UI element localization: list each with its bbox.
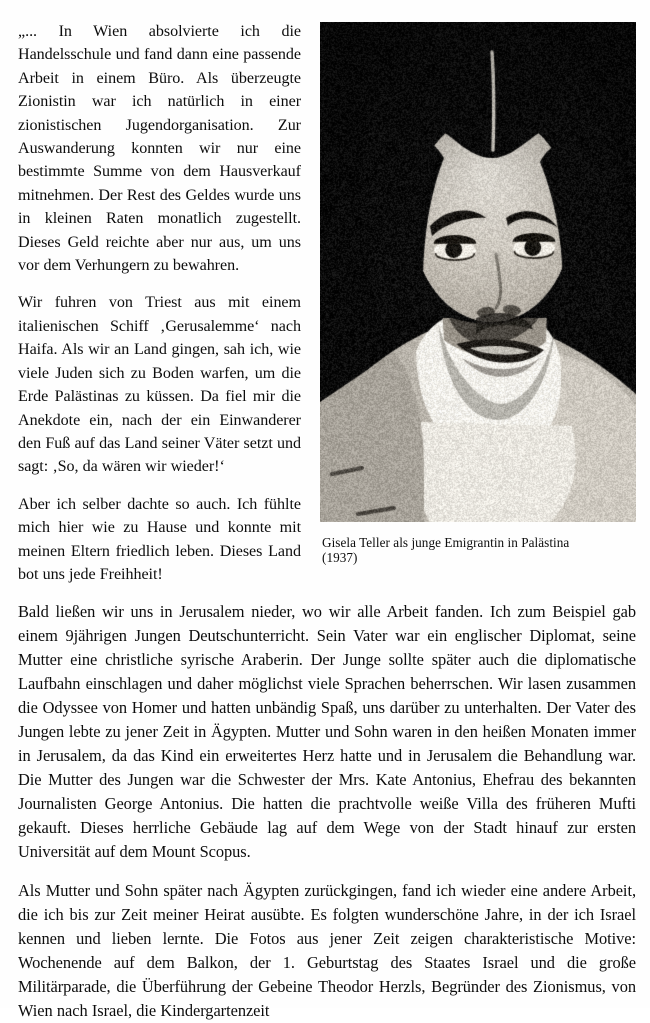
photograph	[320, 22, 636, 522]
left-text-column	[18, 20, 301, 586]
body-text-section	[18, 600, 636, 1023]
paragraph-3: Aber ich selber dachte so auch. Ich fühlte mich hier wie zu Hause und konnte mit meinen Eltern friedlich leben. Dieses Land bot uns jede Freihheit!	[18, 495, 301, 583]
paragraph-1: „... In Wien absolvierte ich die Handelsschule und fand dann eine passende Arbeit in einem Büro. Als überzeugte Zionistin war ich natürlich in einer zionistischen Jugendorganisation. Zur Auswanderung konnten wir nur eine bestimmte Summe von dem Hausverkauf mitnehmen. Der Rest des Geldes wurde uns in kleinen Raten monatlich zugestellt. Dieses Geld reichte aber nur aus, um uns vor dem Verhungern zu bewahren.	[18, 23, 301, 275]
paragraph-4: Bald ließen wir uns in Jerusalem nieder, wo wir alle Arbeit fanden. Ich zum Beispiel gab einem 9jährigen Jungen Deutschunterricht. Sein Vater war ein englischer Diplomat, seine Mutter eine christliche syrische Araberin. Der Junge sollte später auch die diplomatische Laufbahn einschlagen und daher möglichst viele Sprachen beherrschen. Wir lasen zusammen die Odyssee von Homer und hatten unbändig Spaß, uns darüber zu unterhalten. Der Vater des Jungen lebte zu jener Zeit in Ägypten. Mutter und Sohn waren in den heißen Monaten immer in Jerusalem, da das Kind ein erweitertes Herz hatte und in Jerusalem die Behandlung war. Die Mutter des Jungen war die Schwester der Mrs. Kate Antonius, Ehefrau des bekannten Journalisten George Antonius. Die hatten die prachtvolle weiße Villa des früheren Mufti gekauft. Dieses herrliche Gebäude lag auf dem Wege von der Stadt hinauf zur ersten Universität auf dem Mount Scopus.	[18, 602, 636, 861]
photo-column	[320, 22, 636, 566]
photo-caption-line-2: (1937)	[322, 550, 358, 566]
photograph-image	[320, 22, 636, 522]
paragraph-2: Wir fuhren von Triest aus mit einem italienischen Schiff ‚Gerusalemme‘ nach Haifa. Als wir an Land gingen, sah ich, wie viele Juden sich zu Boden warfen, um die Erde Palästinas zu küssen. Da fiel mir die Anekdote ein, nach der ein Einwanderer den Fuß auf das Land seiner Väter setzt und sagt: ‚So, da wären wir wieder!‘	[18, 294, 301, 476]
paragraph-5: Als Mutter und Sohn später nach Ägypten zurückgingen, fand ich wieder eine andere Arbeit, die ich bis zur Zeit meiner Heirat ausübte. Es folgten wunderschöne Jahre, in der ich Israel kennen und lieben lernte. Die Fotos aus jener Zeit zeigen charakteristische Motive: Wochenende auf dem Balkon, der 1. Geburtstag des Staates Israel und die große Militärparade, die Überführung der Gebeine Theodor Herzls, Begründer des Zionismus, von Wien nach Israel, die Kindergartenzeit	[18, 881, 636, 1020]
photo-caption	[322, 535, 636, 566]
photo-caption-line-1: Gisela Teller als junge Emigrantin in Palästina	[322, 535, 570, 550]
